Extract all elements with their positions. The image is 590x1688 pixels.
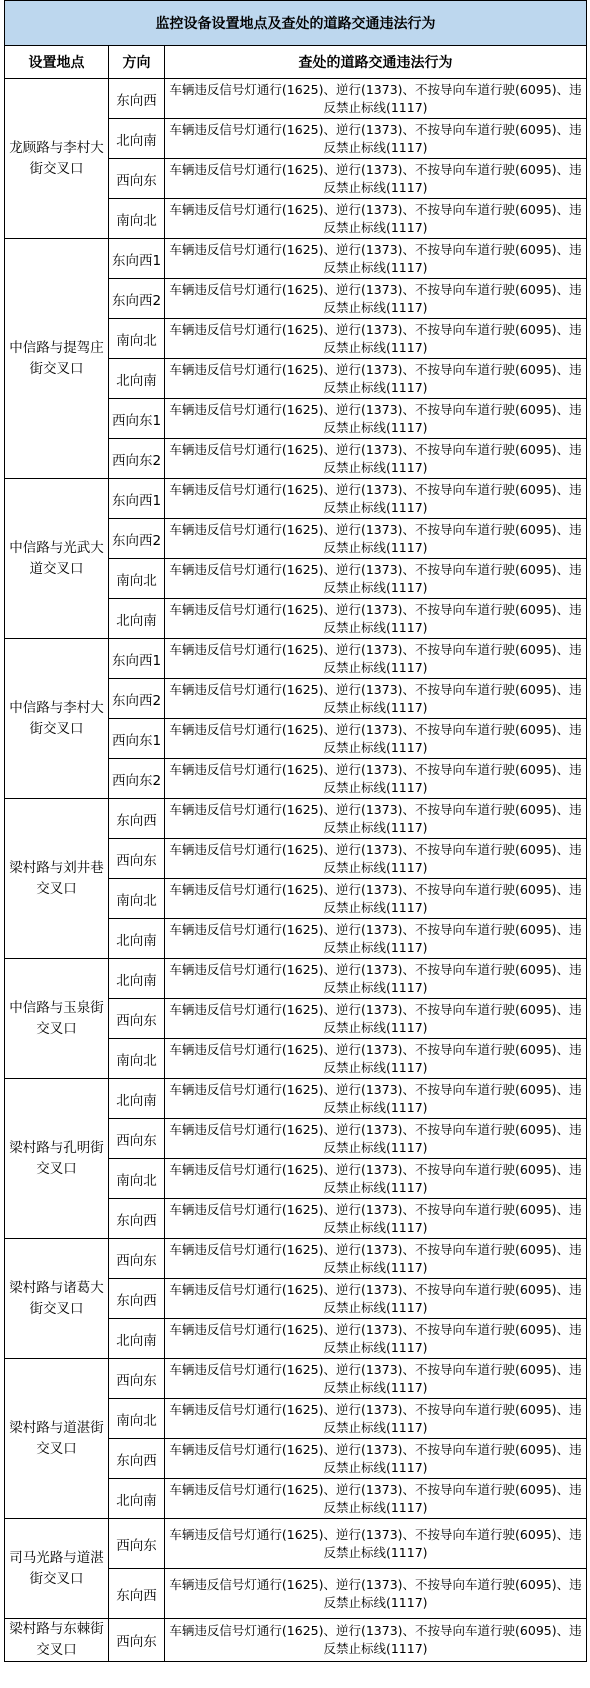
direction-cell: 北向南 [109, 1079, 165, 1119]
behavior-cell: 车辆违反信号灯通行(1625)、逆行(1373)、不按导向车道行驶(6095)、违反禁止标线(1117) [165, 839, 587, 879]
behavior-cell: 车辆违反信号灯通行(1625)、逆行(1373)、不按导向车道行驶(6095)、违反禁止标线(1117) [165, 559, 587, 599]
direction-cell: 东向西1 [109, 239, 165, 279]
location-cell: 梁村路与诸葛大街交叉口 [5, 1239, 109, 1359]
behavior-cell: 车辆违反信号灯通行(1625)、逆行(1373)、不按导向车道行驶(6095)、违反禁止标线(1117) [165, 1159, 587, 1199]
location-cell: 梁村路与道湛街交叉口 [5, 1359, 109, 1519]
direction-cell: 北向南 [109, 1319, 165, 1359]
behavior-cell: 车辆违反信号灯通行(1625)、逆行(1373)、不按导向车道行驶(6095)、违反禁止标线(1117) [165, 1479, 587, 1519]
behavior-cell: 车辆违反信号灯通行(1625)、逆行(1373)、不按导向车道行驶(6095)、违反禁止标线(1117) [165, 599, 587, 639]
direction-cell: 东向西 [109, 1279, 165, 1319]
behavior-cell: 车辆违反信号灯通行(1625)、逆行(1373)、不按导向车道行驶(6095)、违反禁止标线(1117) [165, 1199, 587, 1239]
behavior-cell: 车辆违反信号灯通行(1625)、逆行(1373)、不按导向车道行驶(6095)、违反禁止标线(1117) [165, 759, 587, 799]
direction-cell: 东向西 [109, 1439, 165, 1479]
table-title: 监控设备设置地点及查处的道路交通违法行为 [5, 1, 587, 46]
direction-cell: 西向东 [109, 159, 165, 199]
direction-cell: 东向西 [109, 799, 165, 839]
location-cell: 梁村路与刘井巷交叉口 [5, 799, 109, 959]
table-row [5, 239, 587, 279]
behavior-cell: 车辆违反信号灯通行(1625)、逆行(1373)、不按导向车道行驶(6095)、违反禁止标线(1117) [165, 1319, 587, 1359]
location-cell: 龙顾路与李村大街交叉口 [5, 79, 109, 239]
table-row [5, 799, 587, 839]
table-row [5, 639, 587, 679]
behavior-cell: 车辆违反信号灯通行(1625)、逆行(1373)、不按导向车道行驶(6095)、违反禁止标线(1117) [165, 1619, 587, 1662]
location-cell: 梁村路与东棘街交叉口 [5, 1619, 109, 1662]
behavior-cell: 车辆违反信号灯通行(1625)、逆行(1373)、不按导向车道行驶(6095)、违反禁止标线(1117) [165, 1569, 587, 1619]
violation-table [4, 0, 587, 1662]
direction-cell: 西向东 [109, 1239, 165, 1279]
title-row [5, 1, 587, 46]
direction-cell: 西向东2 [109, 759, 165, 799]
direction-cell: 东向西2 [109, 279, 165, 319]
direction-cell: 东向西2 [109, 519, 165, 559]
table-row [5, 1619, 587, 1662]
behavior-cell: 车辆违反信号灯通行(1625)、逆行(1373)、不按导向车道行驶(6095)、违反禁止标线(1117) [165, 959, 587, 999]
behavior-cell: 车辆违反信号灯通行(1625)、逆行(1373)、不按导向车道行驶(6095)、违反禁止标线(1117) [165, 279, 587, 319]
behavior-cell: 车辆违反信号灯通行(1625)、逆行(1373)、不按导向车道行驶(6095)、违反禁止标线(1117) [165, 1399, 587, 1439]
behavior-cell: 车辆违反信号灯通行(1625)、逆行(1373)、不按导向车道行驶(6095)、违反禁止标线(1117) [165, 1279, 587, 1319]
behavior-cell: 车辆违反信号灯通行(1625)、逆行(1373)、不按导向车道行驶(6095)、违反禁止标线(1117) [165, 1119, 587, 1159]
direction-cell: 东向西1 [109, 639, 165, 679]
direction-cell: 北向南 [109, 1479, 165, 1519]
direction-cell: 西向东1 [109, 399, 165, 439]
location-cell: 中信路与光武大道交叉口 [5, 479, 109, 639]
behavior-cell: 车辆违反信号灯通行(1625)、逆行(1373)、不按导向车道行驶(6095)、违反禁止标线(1117) [165, 679, 587, 719]
direction-cell: 西向东 [109, 1619, 165, 1662]
direction-cell: 西向东 [109, 999, 165, 1039]
header-location: 设置地点 [5, 46, 109, 79]
direction-cell: 南向北 [109, 1159, 165, 1199]
behavior-cell: 车辆违反信号灯通行(1625)、逆行(1373)、不按导向车道行驶(6095)、违反禁止标线(1117) [165, 719, 587, 759]
behavior-cell: 车辆违反信号灯通行(1625)、逆行(1373)、不按导向车道行驶(6095)、违反禁止标线(1117) [165, 439, 587, 479]
direction-cell: 西向东 [109, 1119, 165, 1159]
behavior-cell: 车辆违反信号灯通行(1625)、逆行(1373)、不按导向车道行驶(6095)、违反禁止标线(1117) [165, 119, 587, 159]
direction-cell: 南向北 [109, 1399, 165, 1439]
location-cell: 中信路与玉泉街交叉口 [5, 959, 109, 1079]
direction-cell: 西向东1 [109, 719, 165, 759]
direction-cell: 西向东2 [109, 439, 165, 479]
table-row [5, 959, 587, 999]
table-row [5, 1239, 587, 1279]
location-cell: 司马光路与道湛街交叉口 [5, 1519, 109, 1619]
behavior-cell: 车辆违反信号灯通行(1625)、逆行(1373)、不按导向车道行驶(6095)、违反禁止标线(1117) [165, 1359, 587, 1399]
behavior-cell: 车辆违反信号灯通行(1625)、逆行(1373)、不按导向车道行驶(6095)、违反禁止标线(1117) [165, 519, 587, 559]
table-row [5, 1359, 587, 1399]
behavior-cell: 车辆违反信号灯通行(1625)、逆行(1373)、不按导向车道行驶(6095)、违反禁止标线(1117) [165, 319, 587, 359]
table-row [5, 79, 587, 119]
behavior-cell: 车辆违反信号灯通行(1625)、逆行(1373)、不按导向车道行驶(6095)、违反禁止标线(1117) [165, 399, 587, 439]
direction-cell: 北向南 [109, 599, 165, 639]
table-body [5, 1, 587, 1662]
location-cell: 中信路与李村大街交叉口 [5, 639, 109, 799]
table-row [5, 1519, 587, 1569]
behavior-cell: 车辆违反信号灯通行(1625)、逆行(1373)、不按导向车道行驶(6095)、违反禁止标线(1117) [165, 1039, 587, 1079]
direction-cell: 南向北 [109, 879, 165, 919]
behavior-cell: 车辆违反信号灯通行(1625)、逆行(1373)、不按导向车道行驶(6095)、违反禁止标线(1117) [165, 1239, 587, 1279]
behavior-cell: 车辆违反信号灯通行(1625)、逆行(1373)、不按导向车道行驶(6095)、违反禁止标线(1117) [165, 1439, 587, 1479]
behavior-cell: 车辆违反信号灯通行(1625)、逆行(1373)、不按导向车道行驶(6095)、违反禁止标线(1117) [165, 919, 587, 959]
behavior-cell: 车辆违反信号灯通行(1625)、逆行(1373)、不按导向车道行驶(6095)、违反禁止标线(1117) [165, 1519, 587, 1569]
behavior-cell: 车辆违反信号灯通行(1625)、逆行(1373)、不按导向车道行驶(6095)、违反禁止标线(1117) [165, 239, 587, 279]
direction-cell: 西向东 [109, 839, 165, 879]
location-cell: 梁村路与孔明街交叉口 [5, 1079, 109, 1239]
behavior-cell: 车辆违反信号灯通行(1625)、逆行(1373)、不按导向车道行驶(6095)、违反禁止标线(1117) [165, 159, 587, 199]
behavior-cell: 车辆违反信号灯通行(1625)、逆行(1373)、不按导向车道行驶(6095)、违反禁止标线(1117) [165, 999, 587, 1039]
direction-cell: 东向西 [109, 1199, 165, 1239]
direction-cell: 北向南 [109, 119, 165, 159]
direction-cell: 西向东 [109, 1519, 165, 1569]
direction-cell: 北向南 [109, 359, 165, 399]
behavior-cell: 车辆违反信号灯通行(1625)、逆行(1373)、不按导向车道行驶(6095)、违反禁止标线(1117) [165, 199, 587, 239]
direction-cell: 东向西 [109, 79, 165, 119]
table-row [5, 479, 587, 519]
behavior-cell: 车辆违反信号灯通行(1625)、逆行(1373)、不按导向车道行驶(6095)、违反禁止标线(1117) [165, 79, 587, 119]
location-cell: 中信路与提驾庄街交叉口 [5, 239, 109, 479]
direction-cell: 南向北 [109, 559, 165, 599]
behavior-cell: 车辆违反信号灯通行(1625)、逆行(1373)、不按导向车道行驶(6095)、违反禁止标线(1117) [165, 639, 587, 679]
behavior-cell: 车辆违反信号灯通行(1625)、逆行(1373)、不按导向车道行驶(6095)、违反禁止标线(1117) [165, 799, 587, 839]
direction-cell: 东向西 [109, 1569, 165, 1619]
behavior-cell: 车辆违反信号灯通行(1625)、逆行(1373)、不按导向车道行驶(6095)、违反禁止标线(1117) [165, 1079, 587, 1119]
behavior-cell: 车辆违反信号灯通行(1625)、逆行(1373)、不按导向车道行驶(6095)、违反禁止标线(1117) [165, 359, 587, 399]
direction-cell: 东向西2 [109, 679, 165, 719]
table-row [5, 1079, 587, 1119]
direction-cell: 南向北 [109, 199, 165, 239]
direction-cell: 北向南 [109, 919, 165, 959]
direction-cell: 西向东 [109, 1359, 165, 1399]
header-row [5, 46, 587, 79]
direction-cell: 东向西1 [109, 479, 165, 519]
direction-cell: 北向南 [109, 959, 165, 999]
behavior-cell: 车辆违反信号灯通行(1625)、逆行(1373)、不按导向车道行驶(6095)、违反禁止标线(1117) [165, 879, 587, 919]
header-direction: 方向 [109, 46, 165, 79]
direction-cell: 南向北 [109, 1039, 165, 1079]
header-behavior: 查处的道路交通违法行为 [165, 46, 587, 79]
direction-cell: 南向北 [109, 319, 165, 359]
behavior-cell: 车辆违反信号灯通行(1625)、逆行(1373)、不按导向车道行驶(6095)、违反禁止标线(1117) [165, 479, 587, 519]
